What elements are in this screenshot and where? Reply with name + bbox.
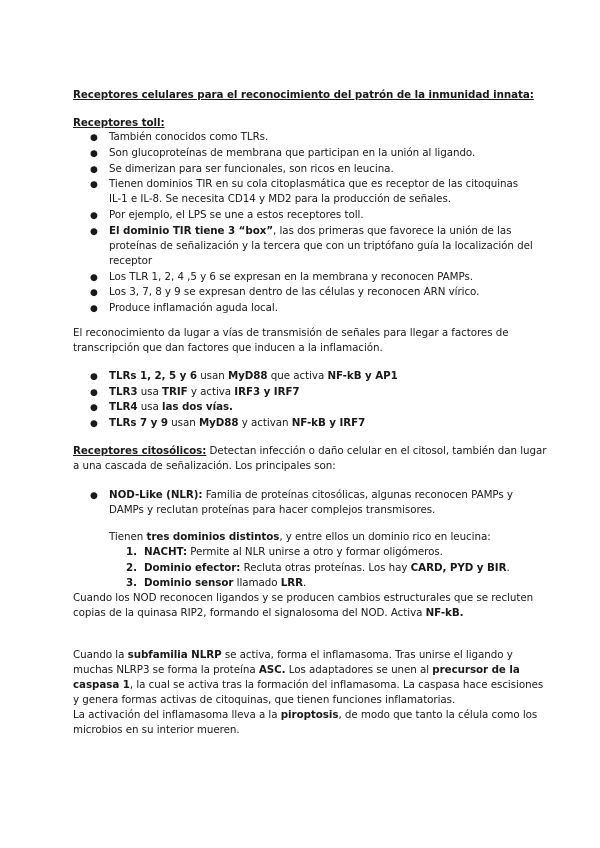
paragraph-line: microbios en su interior mueren. (73, 724, 240, 736)
list-item: TLRs 7 y 9 usan MyD88 y activan NF-kB y IRF7 (109, 417, 366, 429)
list-item: Se dimerizan para ser funcionales, son ricos en leucina. (109, 163, 394, 175)
bullet-dot: ● (90, 491, 98, 501)
paragraph-line: Receptores citosólicos: Detectan infección o daño celular en el citosol, también dan lugar (73, 445, 547, 457)
list-item-continuation: DAMPs y reclutan proteínas para hacer complejos transmisores. (109, 504, 436, 516)
paragraph-line: transcripción que dan factores que inducen a la inflamación. (73, 342, 383, 354)
list-item: Dominio sensor llamado LRR. (144, 577, 307, 589)
list-item: NACHT: Permite al NLR unirse a otro y formar oligómeros. (144, 546, 443, 558)
list-item: TLR4 usa las dos vías. (109, 401, 233, 413)
paragraph-line: muchas NLRP3 se forma la proteína ASC. Los adaptadores se unen al precursor de la (73, 664, 520, 676)
paragraph-line: a una cascada de señalización. Los principales son: (73, 460, 336, 472)
bullet-dot: ● (90, 304, 98, 314)
section-heading-cyto: Receptores citosólicos: (73, 445, 207, 457)
bullet-dot: ● (90, 288, 98, 298)
paragraph-line: y genera formas activas de citoquinas, que tienen funciones inflamatorias. (73, 694, 456, 706)
paragraph-line: copias de la quinasa RIP2, formando el signalosoma del NOD. Activa NF-kB. (73, 607, 464, 619)
paragraph-line: Cuando la subfamilia NLRP se activa, forma el inflamasoma. Tras unirse el ligando y (73, 649, 513, 661)
bullet-dot: ● (90, 419, 98, 429)
list-item: Son glucoproteínas de membrana que participan en la unión al ligando. (109, 147, 476, 159)
bullet-dot: ● (90, 133, 98, 143)
bullet-dot: ● (90, 372, 98, 382)
bullet-dot: ● (90, 388, 98, 398)
list-item: El dominio TIR tiene 3 “box”, las dos primeras que favorece la unión de las (109, 225, 512, 237)
bullet-dot: ● (90, 180, 98, 190)
list-item: NOD-Like (NLR): Familia de proteínas citosólicas, algunas reconocen PAMPs y (109, 489, 513, 501)
paragraph-line: El reconocimiento da lugar a vías de transmisión de señales para llegar a factores de (73, 327, 509, 339)
bullet-dot: ● (90, 227, 98, 237)
bold-term: El dominio TIR tiene 3 “box” (109, 225, 274, 237)
paragraph-line: La activación del inflamasoma lleva a la piroptosis, de modo que tanto la célula como los (73, 709, 538, 721)
paragraph-line: caspasa 1, la cual se activa tras la formación del inflamasoma. La caspasa hace escisiones (73, 679, 544, 691)
paragraph-line: Tienen tres dominios distintos, y entre ellos un dominio rico en leucina: (109, 531, 491, 543)
section-heading-toll: Receptores toll: (73, 117, 165, 129)
bullet-dot: ● (90, 403, 98, 413)
list-number: 3. (126, 577, 137, 589)
bullet-dot: ● (90, 165, 98, 175)
list-item: Por ejemplo, el LPS se une a estos receptores toll. (109, 209, 364, 221)
list-item: Los TLR 1, 2, 4 ,5 y 6 se expresan en la membrana y reconocen PAMPs. (109, 271, 474, 283)
list-item: También conocidos como TLRs. (109, 131, 269, 143)
list-item-continuation: proteínas de señalización y la tercera que con un triptófano guía la localización del (109, 240, 533, 252)
list-item: Produce inflamación aguda local. (109, 302, 278, 314)
list-number: 2. (126, 562, 137, 574)
list-item: Dominio efector: Recluta otras proteínas. Los hay CARD, PYD y BIR. (144, 562, 510, 574)
paragraph-line: Cuando los NOD reconocen ligandos y se producen cambios estructurales que se recluten (73, 592, 534, 604)
page-title: Receptores celulares para el reconocimiento del patrón de la inmunidad innata: (73, 89, 534, 101)
list-item: TLR3 usa TRIF y activa IRF3 y IRF7 (109, 386, 300, 398)
list-item-continuation: receptor (109, 255, 153, 267)
bullet-dot: ● (90, 211, 98, 221)
list-number: 1. (126, 546, 137, 558)
bullet-dot: ● (90, 273, 98, 283)
list-item: Los 3, 7, 8 y 9 se expresan dentro de las células y reconocen ARN vírico. (109, 286, 480, 298)
bullet-dot: ● (90, 149, 98, 159)
list-item: Tienen dominios TIR en su cola citoplasmática que es receptor de las citoquinas (109, 178, 519, 190)
list-item: TLRs 1, 2, 5 y 6 usan MyD88 que activa NF-kB y AP1 (109, 370, 398, 382)
list-item-continuation: IL-1 e IL-8. Se necesita CD14 y MD2 para la producción de señales. (109, 193, 451, 205)
